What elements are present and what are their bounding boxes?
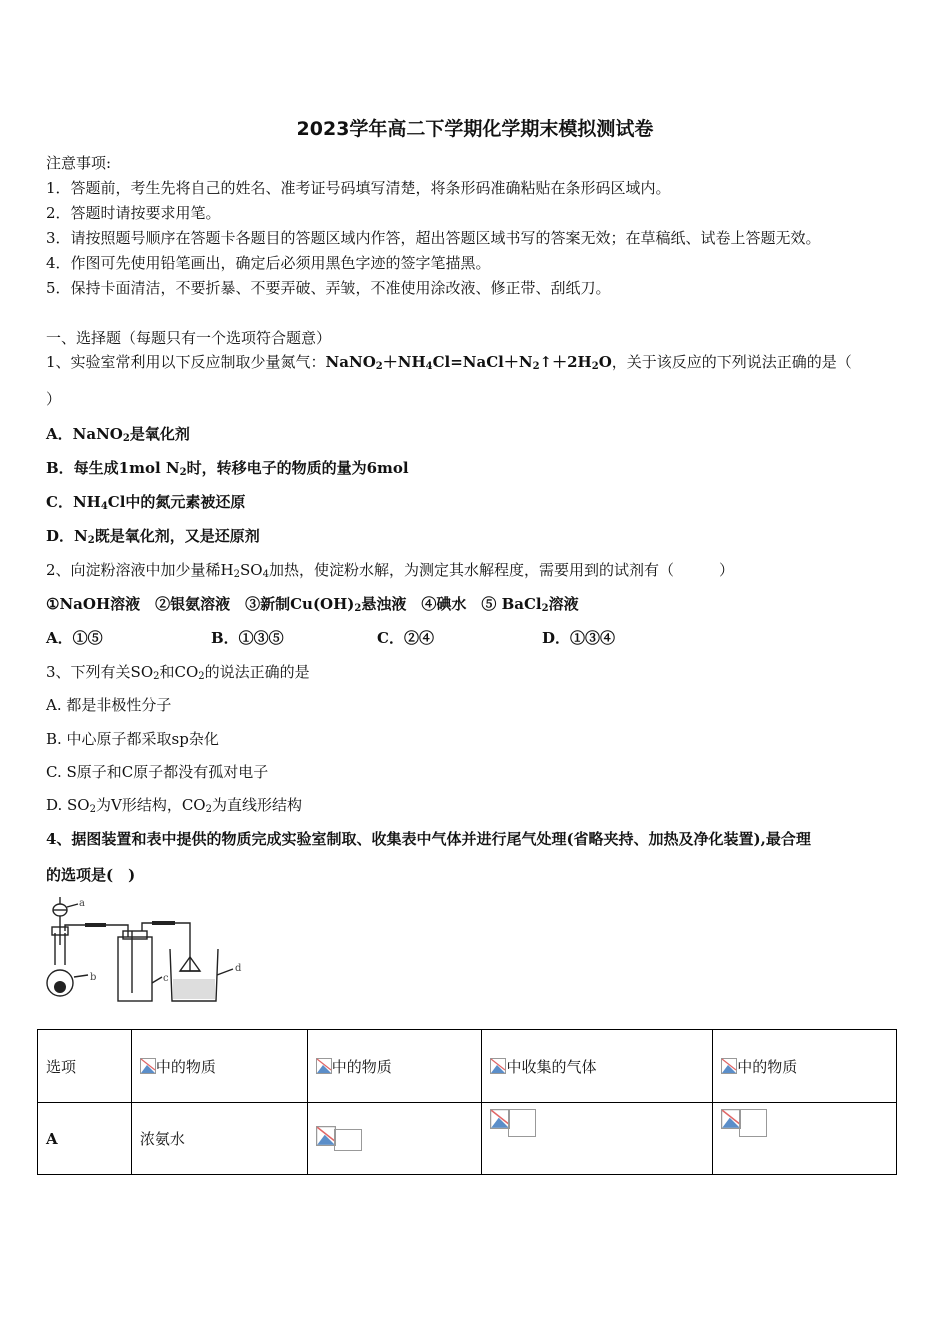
apparatus-diagram — [40, 895, 250, 1010]
q3-option-a: A. 都是非极性分子 — [46, 696, 172, 714]
table-header-cell: 选项 — [38, 1030, 132, 1103]
q1-stem-text: 1、实验室常利用以下反应制取少量氮气： — [46, 353, 326, 371]
q2-option-a: A．①⑤ — [46, 629, 103, 647]
image-frame — [334, 1129, 362, 1151]
image-placeholder-icon — [140, 1058, 156, 1074]
q2-reagents: ①NaOH溶液 ②银氨溶液 ③新制$Cu(OH)_2$悬浊液 ④碘水 ⑤ BaCl$_2$溶液 — [46, 595, 579, 614]
table-cell — [482, 1103, 713, 1175]
section-title: 一、选择题（每题只有一个选项符合题意） — [46, 329, 332, 347]
table-cell — [713, 1103, 897, 1175]
q1-stem-close: ） — [46, 390, 62, 408]
image-placeholder-icon — [316, 1126, 336, 1146]
q1-equation: $NaNO_2+NH_4Cl=NaCl+N_2↑+2H_2O$ — [325, 353, 612, 372]
table-cell: 浓氨水 — [131, 1103, 307, 1175]
q2-option-d: D．①③④ — [542, 629, 616, 647]
svg-text:a: a — [79, 898, 85, 909]
q3-option-d: D. $SO_2$为V形结构，$CO_2$为直线形结构 — [46, 796, 302, 815]
image-placeholder-icon — [490, 1109, 510, 1129]
svg-text:d: d — [235, 963, 242, 974]
table-header-cell: 中的物质 — [307, 1030, 482, 1103]
table-header-cell: 中的物质 — [713, 1030, 897, 1103]
q2-option-c: C．②④ — [377, 629, 434, 647]
svg-text:b: b — [90, 972, 97, 983]
table-row — [38, 1103, 897, 1175]
q1-option-a: A．NaNO$_2$是氧化剂 — [46, 425, 190, 444]
svg-text:c: c — [163, 973, 169, 984]
q4-stem: 4、据图装置和表中提供的物质完成实验室制取、收集表中气体并进行尾气处理(省略夹持、加热及净化装置),最合理 — [46, 830, 811, 848]
note-item: 2．答题时请按要求用笔。 — [46, 204, 221, 222]
q1-stem — [46, 351, 852, 372]
image-placeholder-icon — [490, 1058, 506, 1074]
note-item: 4．作图可先使用铅笔画出，确定后必须用黑色字迹的签字笔描黑。 — [46, 254, 491, 272]
image-placeholder-icon — [721, 1058, 737, 1074]
q3-option-c: C. S原子和C原子都没有孤对电子 — [46, 763, 269, 781]
q1-stem-text: ，关于该反应的下列说法正确的是（ — [611, 353, 852, 371]
table-cell: A — [38, 1103, 132, 1175]
q1-option-d: D．$N_2$既是氧化剂，又是还原剂 — [46, 527, 260, 546]
table-cell — [307, 1103, 482, 1175]
q2-option-b: B．①③⑤ — [211, 629, 284, 647]
note-item: 3．请按照题号顺序在答题卡各题目的答题区域内作答，超出答题区域书写的答案无效；在草稿纸、试卷上答题无效。 — [46, 229, 821, 247]
page-title: 2023学年高二下学期化学期末模拟测试卷 — [296, 118, 654, 140]
image-frame — [739, 1109, 767, 1137]
image-placeholder-icon — [721, 1109, 741, 1129]
image-frame — [508, 1109, 536, 1137]
note-item: 5．保持卡面清洁，不要折暴、不要弄破、弄皱，不准使用涂改液、修正带、刮纸刀。 — [46, 279, 611, 297]
q3-stem: 3、下列有关$SO_2$和$CO_2$的说法正确的是 — [46, 663, 310, 682]
table-header-cell: 中的物质 — [131, 1030, 307, 1103]
image-placeholder-icon — [316, 1058, 332, 1074]
data-table — [37, 1029, 897, 1175]
q2-stem: 2、向淀粉溶液中加少量稀$H_2SO_4$加热，使淀粉水解，为测定其水解程度，需要用到的试剂有（ ） — [46, 561, 734, 580]
table-header-row — [38, 1030, 897, 1103]
note-item: 1．答题前，考生先将自己的姓名、准考证号码填写清楚，将条形码准确粘贴在条形码区域内。 — [46, 179, 671, 197]
q4-stem-cont: 的选项是( ) — [46, 866, 136, 884]
q3-option-b: B. 中心原子都采取sp杂化 — [46, 730, 219, 748]
q1-option-b: B．每生成1mol $N_2$时，转移电子的物质的量为6mol — [46, 459, 409, 478]
table-header-cell: 中收集的气体 — [482, 1030, 713, 1103]
notes-heading: 注意事项: — [46, 154, 112, 172]
q1-option-c: C．$NH_4Cl$中的氮元素被还原 — [46, 493, 246, 512]
